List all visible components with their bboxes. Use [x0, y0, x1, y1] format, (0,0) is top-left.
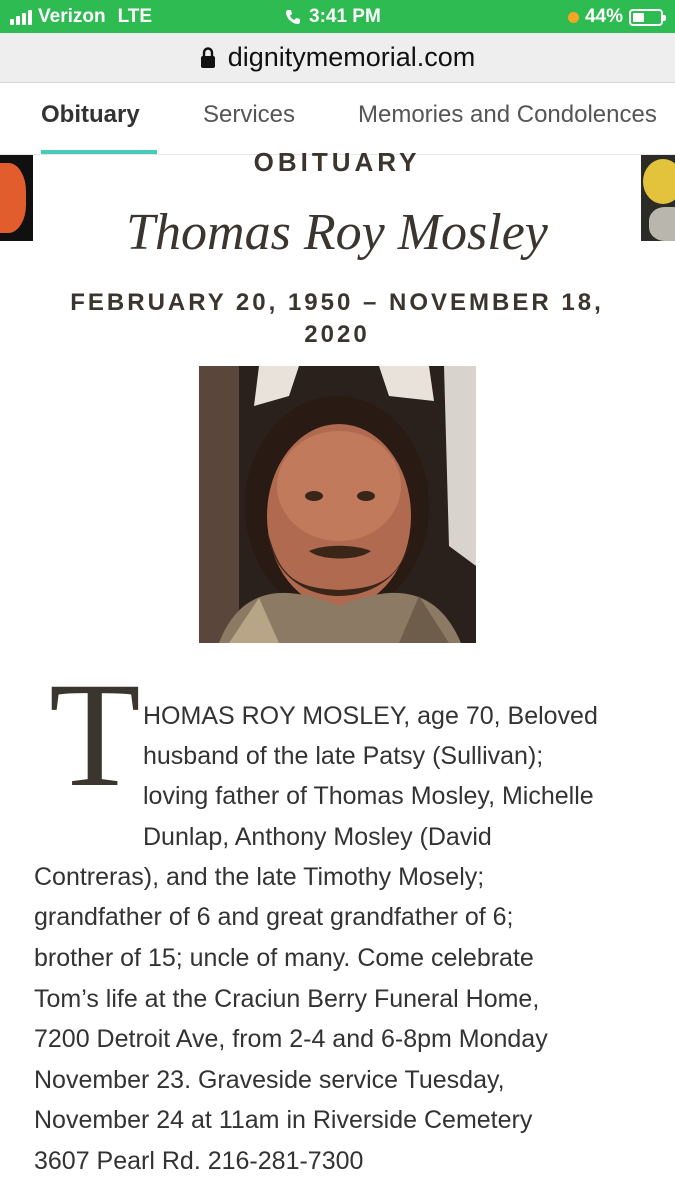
obituary-text-line: 3607 Pearl Rd. 216-281-7300 — [34, 1147, 364, 1175]
location-dot-icon — [568, 12, 579, 23]
section-label: OBITUARY — [253, 147, 421, 177]
hero-banner-right-edge — [641, 155, 675, 241]
dates-line-2: 2020 — [304, 321, 370, 348]
portrait-illustration — [199, 366, 476, 643]
status-left — [10, 6, 152, 28]
obituary-text-line: 7200 Detroit Ave, from 2-4 and 6-8pm Monday — [34, 1025, 548, 1053]
network-type: LTE — [117, 6, 153, 27]
clock-time: 3:41 PM — [309, 6, 381, 27]
battery-percent: 44% — [584, 6, 623, 27]
obituary-text-line: grandfather of 6 and great grandfather of 6; — [34, 903, 514, 931]
deceased-name: Thomas Roy Mosley — [126, 204, 548, 261]
obituary-text-line: loving father of Thomas Mosley, Michelle — [143, 782, 594, 810]
battery-icon — [629, 9, 663, 26]
obituary-text-line: Tom’s life at the Craciun Berry Funeral Home, — [34, 985, 540, 1013]
address-bar[interactable] — [0, 33, 675, 83]
hero-banner-left-edge — [0, 155, 33, 241]
lock-icon — [200, 47, 216, 69]
obituary-text-line: November 23. Graveside service Tuesday, — [34, 1066, 505, 1094]
carrier-name: Verizon — [38, 6, 106, 27]
obituary-text-line: husband of the late Patsy (Sullivan); — [143, 742, 544, 770]
life-dates — [43, 287, 631, 351]
obituary-text-line: Dunlap, Anthony Mosley (David — [143, 823, 492, 851]
dates-line-1: FEBRUARY 20, 1950 – NOVEMBER 18, — [70, 289, 604, 316]
obituary-text-line: brother of 15; uncle of many. Come celebrate — [34, 944, 534, 972]
obituary-text-line: HOMAS ROY MOSLEY, age 70, Beloved — [143, 702, 598, 730]
status-right — [568, 6, 663, 28]
phone-icon — [285, 9, 301, 25]
tab-obituary[interactable]: Obituary — [41, 101, 140, 128]
obituary-text-line: Contreras), and the late Timothy Mosely; — [34, 863, 485, 891]
obituary-card — [33, 147, 641, 1200]
tab-bar — [0, 83, 675, 155]
tab-services[interactable]: Services — [203, 101, 296, 128]
status-bar — [0, 0, 675, 33]
url-text[interactable]: dignitymemorial.com — [227, 42, 476, 72]
drop-cap: T — [49, 652, 141, 818]
tab-memories-and-condolences[interactable]: Memories and Condolences — [358, 101, 657, 128]
status-center — [285, 6, 381, 28]
signal-bars-icon — [10, 9, 32, 25]
obituary-text-line: November 24 at 11am in Riverside Cemetery — [34, 1106, 533, 1134]
portrait-photo[interactable] — [199, 366, 476, 643]
